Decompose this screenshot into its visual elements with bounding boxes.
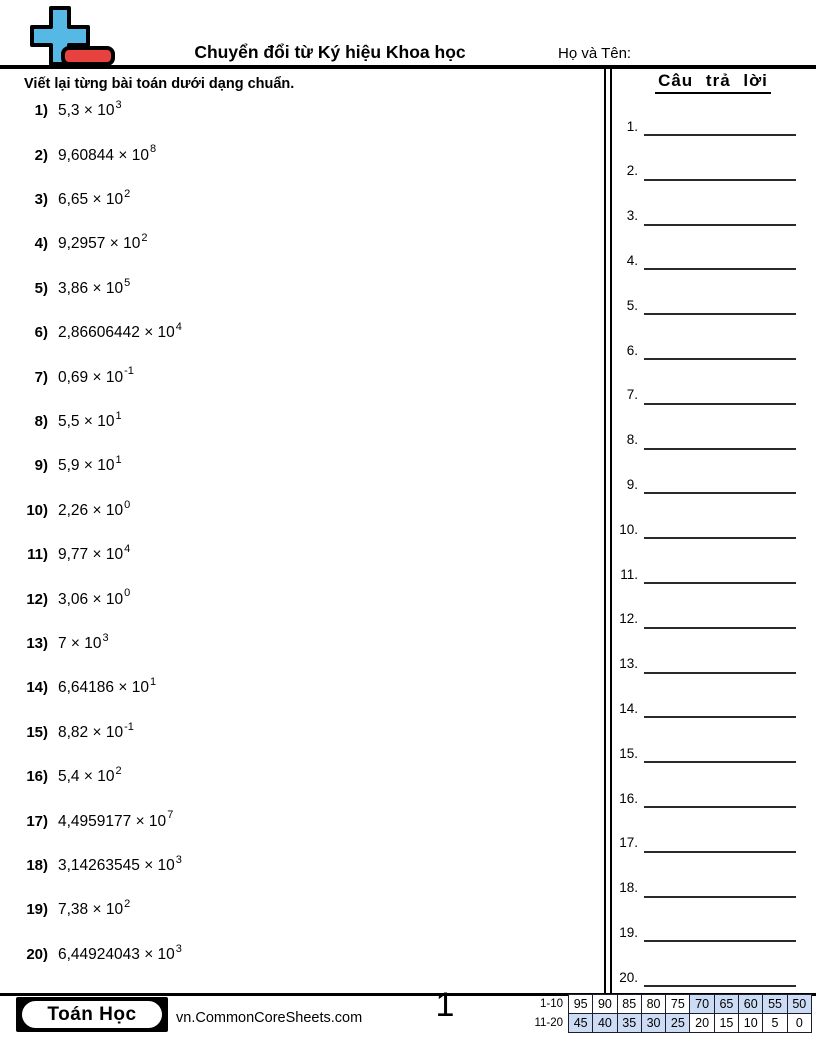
answer-blank-line (644, 880, 796, 898)
answer-number: 12. (619, 611, 638, 627)
problem-number: 8) (34, 412, 48, 430)
score-cell: 40 (593, 1014, 617, 1033)
answer-row (612, 387, 796, 405)
problem-value (58, 765, 122, 786)
problem-value (58, 321, 182, 342)
problem-row (0, 766, 600, 786)
problem-number: 9) (34, 457, 48, 475)
score-cell: 75 (666, 995, 690, 1014)
answer-number: 15. (619, 745, 638, 761)
problem-value (58, 498, 131, 519)
problem-number: 2) (34, 146, 48, 164)
problem-value (58, 232, 148, 253)
problem-mantissa: 5,4 × 10 (58, 768, 115, 786)
page-number: 1 (435, 986, 455, 1024)
score-cell: 10 (739, 1014, 763, 1033)
score-range-label: 11-20 (534, 1017, 563, 1029)
problem-mantissa: 8,82 × 10 (58, 723, 124, 741)
answer-row (612, 297, 796, 315)
problem-mantissa: 6,44924043 × 10 (58, 945, 175, 963)
problem-exponent: -1 (124, 365, 134, 378)
score-cell: 15 (714, 1014, 738, 1033)
answer-number: 6. (626, 342, 638, 358)
problem-exponent: 4 (175, 321, 182, 333)
header-divider-line (0, 65, 816, 69)
answer-row (612, 566, 796, 584)
column-divider (604, 69, 612, 993)
problem-row (0, 144, 600, 164)
answer-blank-line (644, 969, 796, 987)
subject-badge (16, 997, 168, 1032)
subject-badge-label: Toán Học (22, 1001, 162, 1028)
score-cell: 25 (666, 1014, 690, 1033)
answer-row (612, 880, 796, 898)
answer-row (612, 835, 796, 853)
problem-row (0, 677, 600, 697)
score-range-label: 1-10 (539, 998, 563, 1010)
problem-row (0, 189, 600, 209)
answer-blank-line (644, 745, 796, 763)
score-cell: 5 (763, 1014, 787, 1033)
score-cell: 30 (641, 1014, 665, 1033)
answer-blank-line (644, 790, 796, 808)
problem-mantissa: 3,14263545 × 10 (58, 856, 175, 874)
problem-exponent: 1 (115, 409, 122, 422)
answer-number: 8. (626, 432, 638, 448)
answer-number: 11. (620, 566, 638, 582)
problem-row (0, 322, 600, 342)
problem-mantissa: 0,69 × 10 (58, 368, 124, 386)
answer-row (612, 700, 796, 718)
answer-number: 1. (626, 118, 638, 134)
problem-value (58, 365, 134, 386)
problem-exponent: 3 (175, 853, 182, 866)
score-cell: 55 (763, 995, 787, 1014)
problem-value (58, 276, 131, 297)
answer-number: 5. (626, 297, 638, 313)
answer-row (612, 521, 796, 539)
problem-exponent: 3 (175, 942, 182, 955)
problem-mantissa: 3,86 × 10 (58, 279, 124, 297)
problem-mantissa: 7,38 × 10 (58, 901, 124, 919)
problem-value (58, 942, 182, 963)
problem-exponent: 4 (124, 543, 131, 555)
answer-blank-line (644, 566, 796, 584)
problem-exponent: 3 (115, 99, 122, 111)
problem-number: 20) (26, 945, 48, 963)
problem-value (58, 543, 131, 564)
problem-exponent: 2 (115, 765, 122, 777)
answer-blank-line (644, 656, 796, 674)
answer-blank-line (644, 521, 796, 539)
answers-title-text: Câu trả lời (655, 71, 771, 94)
answer-number: 17. (619, 835, 638, 851)
answer-blank-line (644, 432, 796, 450)
problem-mantissa: 9,77 × 10 (58, 546, 124, 564)
answer-row (612, 969, 796, 987)
problem-value (58, 187, 131, 208)
answer-row (612, 656, 796, 674)
problem-exponent: 8 (149, 143, 157, 156)
problem-row (0, 233, 600, 253)
score-cell: 20 (690, 1014, 714, 1033)
score-table (521, 994, 812, 1033)
answer-blank-line (644, 924, 796, 942)
answer-blank-line (644, 611, 796, 629)
answer-blank-line (644, 476, 796, 494)
instruction-text: Viết lại từng bài toán dưới dạng chuẩn. (24, 76, 295, 92)
answer-number: 10. (619, 521, 638, 537)
problem-number: 10) (26, 501, 48, 519)
problem-row (0, 855, 600, 875)
answer-row (612, 745, 796, 763)
score-cell: 45 (569, 1014, 593, 1033)
problem-row (0, 100, 600, 120)
answer-number: 9. (626, 476, 638, 492)
answer-number: 14. (619, 700, 638, 716)
answer-number: 7. (626, 387, 638, 403)
problem-mantissa: 5,5 × 10 (58, 412, 115, 430)
problem-row (0, 544, 600, 564)
problem-exponent: 3 (102, 631, 109, 644)
score-cell: 85 (617, 995, 641, 1014)
problem-mantissa: 2,86606442 × 10 (58, 324, 175, 342)
answer-number: 18. (619, 880, 638, 896)
problem-mantissa: 5,9 × 10 (58, 457, 115, 475)
answer-blank-line (644, 163, 796, 181)
commoncoresheets-logo-icon (18, 5, 118, 67)
problem-row (0, 278, 600, 298)
answer-row (612, 252, 796, 270)
problem-mantissa: 6,65 × 10 (58, 190, 124, 208)
score-cell: 70 (690, 995, 714, 1014)
problem-row (0, 944, 600, 964)
score-cell: 80 (641, 995, 665, 1014)
problem-exponent: 0 (124, 498, 131, 511)
problem-row (0, 633, 600, 653)
score-cell: 90 (593, 995, 617, 1014)
problem-row (0, 366, 600, 386)
problem-row (0, 455, 600, 475)
answer-row (612, 342, 796, 360)
answer-blank-line (644, 700, 796, 718)
answer-row (612, 611, 796, 629)
answer-number: 19. (619, 924, 638, 940)
answer-blank-line (644, 208, 796, 226)
problem-value (58, 853, 182, 874)
score-row (521, 995, 811, 1014)
problem-mantissa: 6,64186 × 10 (58, 679, 149, 697)
problem-exponent: 2 (124, 898, 131, 911)
problem-value (58, 720, 134, 741)
minus-icon (63, 48, 113, 64)
problem-row (0, 588, 600, 608)
problem-number: 12) (26, 590, 48, 608)
score-cell: 95 (569, 995, 593, 1014)
problem-mantissa: 5,3 × 10 (58, 102, 115, 120)
answer-number: 3. (626, 208, 638, 224)
score-cell: 65 (714, 995, 738, 1014)
problem-number: 6) (34, 324, 48, 342)
answer-number: 20. (619, 969, 638, 985)
problem-value (58, 676, 157, 697)
problem-number: 11) (27, 546, 48, 564)
score-row (521, 1014, 811, 1033)
problem-value (58, 99, 122, 120)
answer-number: 13. (619, 656, 638, 672)
answer-blank-line (644, 297, 796, 315)
problem-value (58, 631, 109, 652)
problem-number: 1) (34, 102, 48, 120)
problem-number: 19) (26, 901, 48, 919)
problem-number: 14) (26, 679, 48, 697)
answer-number: 4. (626, 252, 638, 268)
answer-blank-line (644, 342, 796, 360)
answer-row (612, 924, 796, 942)
problem-number: 13) (26, 634, 48, 652)
answers-title (618, 71, 808, 91)
answer-row (612, 118, 796, 136)
answer-blank-line (644, 252, 796, 270)
problem-value (58, 587, 131, 608)
score-cell: 35 (617, 1014, 641, 1033)
answer-row (612, 208, 796, 226)
problem-row (0, 500, 600, 520)
answer-row (612, 163, 796, 181)
problem-mantissa: 7 × 10 (58, 634, 102, 652)
problem-row (0, 722, 600, 742)
problem-number: 15) (26, 723, 48, 741)
answer-number: 16. (619, 790, 638, 806)
problem-exponent: -1 (124, 720, 134, 733)
problem-number: 18) (26, 856, 48, 874)
answer-number: 2. (626, 163, 638, 179)
name-label: Họ và Tên: (558, 45, 632, 62)
answer-row (612, 790, 796, 808)
problem-number: 7) (34, 368, 48, 386)
problem-exponent: 2 (124, 187, 131, 200)
problem-value (58, 898, 131, 919)
problem-exponent: 2 (141, 232, 148, 245)
problem-mantissa: 9,2957 × 10 (58, 235, 141, 253)
problem-value (58, 809, 174, 830)
problem-number: 5) (34, 279, 48, 297)
problem-number: 3) (34, 190, 48, 208)
problem-mantissa: 4,4959177 × 10 (58, 812, 167, 830)
problem-row (0, 411, 600, 431)
problem-row (0, 899, 600, 919)
problem-exponent: 0 (124, 587, 131, 600)
problem-number: 4) (34, 235, 48, 253)
problem-exponent: 5 (124, 276, 131, 289)
problem-exponent: 1 (149, 676, 157, 689)
problem-value (58, 143, 157, 164)
problem-row (0, 810, 600, 830)
problem-exponent: 7 (167, 809, 174, 822)
problem-number: 17) (26, 812, 48, 830)
website-text: vn.CommonCoreSheets.com (176, 1010, 363, 1026)
problem-mantissa: 3,06 × 10 (58, 590, 124, 608)
problem-exponent: 1 (115, 454, 122, 467)
problem-number: 16) (26, 768, 48, 786)
problem-value (58, 454, 122, 475)
answer-blank-line (644, 835, 796, 853)
answer-blank-line (644, 118, 796, 136)
answer-row (612, 476, 796, 494)
page-title: Chuyển đổi từ Ký hiệu Khoa học (194, 42, 466, 62)
score-cell: 50 (787, 995, 811, 1014)
problem-mantissa: 9,60844 × 10 (58, 146, 149, 164)
problem-value (58, 409, 122, 430)
score-cell: 60 (739, 995, 763, 1014)
answer-row (612, 432, 796, 450)
score-cell: 0 (787, 1014, 811, 1033)
problem-mantissa: 2,26 × 10 (58, 501, 124, 519)
answer-blank-line (644, 387, 796, 405)
